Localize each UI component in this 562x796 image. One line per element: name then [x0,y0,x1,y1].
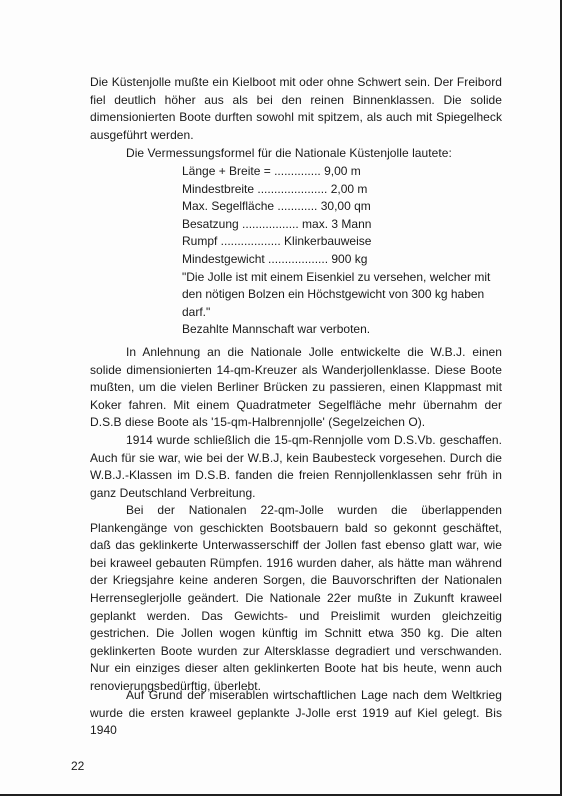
formula-row: Besatzung ................. max. 3 Mann [182,216,372,231]
paragraph-kuestenjolle: Die Küstenjolle mußte ein Kielboot mit oder ohne Schwert sein. Der Freibord fiel deutlich höher aus als bei den reinen Binnenklassen. Die solide dimensionierten Boote durften sowohl mit spitzem, als auch mit Spiegelheck ausgeführt werden. [90,75,502,142]
measurement-formula [182,163,502,339]
paragraph-j-jolle: Auf Grund der miserablen wirtschaftlichen Lage nach dem Weltkrieg wurde die ersten kraweel geplankte J-Jolle erst 1919 auf Kiel gelegt. Bis 1940 [90,688,502,738]
formula-note: Bezahlte Mannschaft war verboten. [182,322,371,337]
formula-row: Mindestgewicht .................. 900 kg [182,251,368,266]
formula-quote: "Die Jolle ist mit einem Eisenkiel zu versehen, welcher mit den nötigen Bolzen ein Höchstgewicht von 300 kg haben darf." [182,269,491,319]
formula-row: Länge + Breite = .............. 9,00 m [182,164,361,178]
page-number: 22 [71,759,85,773]
formula-row: Rumpf .................. Klinkerbauweise [182,234,372,249]
formula-row: Max. Segelfläche ............ 30,00 qm [182,199,371,214]
paragraph-formula-intro: Die Vermessungsformel für die Nationale Küstenjolle lautete: [126,146,452,160]
paragraph-22qm-jolle: Bei der Nationalen 22-qm-Jolle wurden die überlappenden Plankengänge von geschickten Bootsbauern bald so gekonnt geschäftet, daß das geklinkerte Unterwasserschiff der Jollen fast ebenso glatt war, wie bei kraweel gebauten Rümpfen. 1916 wurden daher, als hätte man während der Kriegsjahre keine anderen Sorgen, die Bauvorschriften der Nationalen Herrenseglerjolle geändert. Die Nationale 22er mußte in Zukunft kraweel geplankt werden. Das Gewichts- und Preislimit wurden gleichzeitig gestrichen. Die Jollen wogen künftig im Schnitt etwa 350 kg. Die alten geklinkerten Boote wurden zur Altersklasse degradiert und verschwanden. Nur ein einziges dieser alten geklinkerten Boote hat bis heute, wenn auch renovierungsbedürftig, überlebt. [90,503,502,693]
formula-row: Mindestbreite ..................... 2,00 m [182,181,368,196]
paragraph-wanderjolle: In Anlehnung an die Nationale Jolle entwickelte die W.B.J. einen solide dimensionierten 14-qm-Kreuzer als Wanderjollenklasse. Diese Boote mußten, um die vielen Berliner Brücken zu passieren, einen Klappmast mit Koker fahren. Mit einem Quadratmeter Segelfläche mehr übernahm der D.S.B diese Boote als '15-qm-Halbrennjolle' (Segelzeichen O). [90,345,502,430]
paragraph-rennjolle: 1914 wurde schließlich die 15-qm-Rennjolle vom D.S.Vb. geschaffen. Auch für sie war, wie bei der W.B.J, kein Baubesteck vorgesehen. Durch die W.B.J.-Klassen im D.S.B. fanden die freien Rennjollenklassen sehr früh in ganz Deutschland Verbreitung. [90,433,502,500]
